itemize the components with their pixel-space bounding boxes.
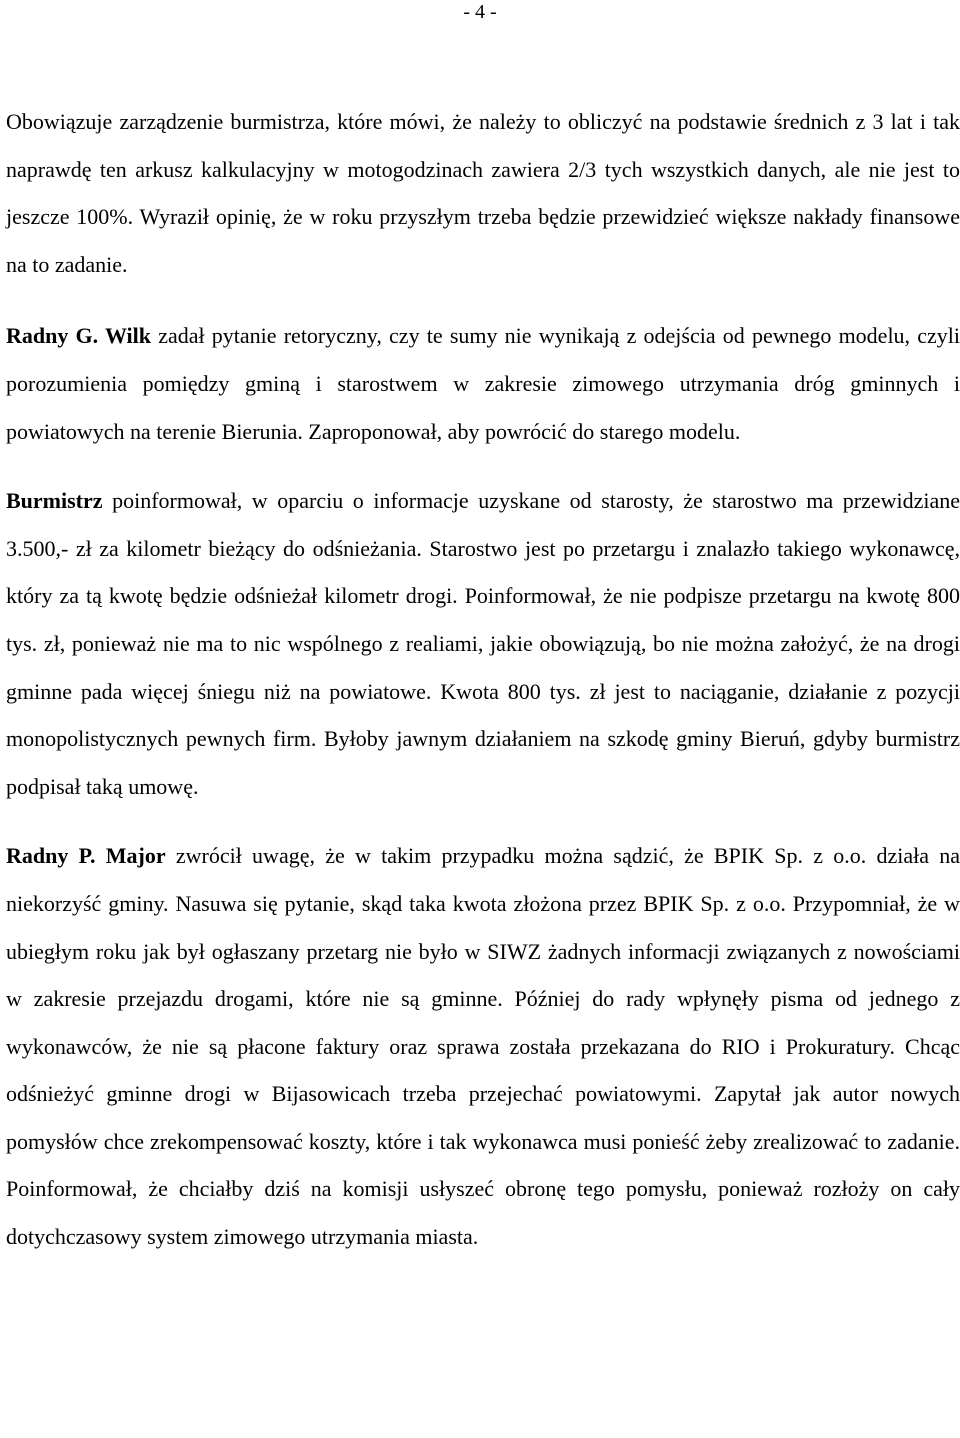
- paragraph-text: zwrócił uwagę, że w takim przypadku można sądzić, że BPIK Sp. z o.o. działa na niekorzyść gminy. Nasuwa się pytanie, skąd taka kwota złożona przez BPIK Sp. z o.o. Przypomniał, że w ubiegłym roku jak był ogłaszany przetarg nie było w SIWZ żadnych informacji związanych z nowościami w zakresie przejazdu drogami, które nie są gminne. Później do rady wpłynęły pisma od jednego z wykonawców, że nie są płacone faktury oraz sprawa została przekazana do RIO i Prokuratury. Chcąc odśnieżyć gminne drogi w Bijasowicach trzeba przejechać powiatowymi. Zapytał jak autor nowych pomysłów chce zrekompensować koszty, które i tak wykonawca musi ponieść żeby zrealizować to zadanie. Poinformował, że chciałby dziś na komisji usłyszeć obronę tego pomysłu, ponieważ rozłoży on cały dotychczasowy system zimowego utrzymania miasta.: [6, 843, 960, 1250]
- paragraph: [6, 98, 960, 288]
- page-number: - 4 -: [463, 1, 497, 23]
- paragraph-text: zadał pytanie retoryczny, czy te sumy nie wynikają z odejścia od pewnego modelu, czyli porozumienia pomiędzy gminą i starostwem w zakresie zimowego utrzymania dróg gminnych i powiatowych na terenie Bierunia. Zaproponował, aby powrócić do starego modelu.: [6, 323, 960, 444]
- paragraph: [6, 832, 960, 1260]
- speaker-name: Radny G. Wilk: [6, 323, 152, 349]
- paragraph: [6, 477, 960, 810]
- speaker-name: Radny P. Major: [6, 843, 166, 869]
- paragraph-text: Obowiązuje zarządzenie burmistrza, które mówi, że należy to obliczyć na podstawie średnich z 3 lat i tak naprawdę ten arkusz kalkulacyjny w motogodzinach zawiera 2/3 tych wszystkich danych, ale nie jest to jeszcze 100%. Wyraził opinię, że w roku przyszłym trzeba będzie przewidzieć większe nakłady finansowe na to zadanie.: [6, 109, 960, 277]
- paragraph: [6, 312, 960, 455]
- paragraph-text: poinformował, w oparciu o informacje uzyskane od starosty, że starostwo ma przewidziane 3.500,- zł za kilometr bieżący do odśnieżania. Starostwo jest po przetargu i znalazło takiego wykonawcę, który za tą kwotę będzie odśnieżał kilometr drogi. Poinformował, że nie podpisze przetargu na kwotę 800 tys. zł, ponieważ nie ma to nic wspólnego z realiami, jakie obowiązują, bo nie można założyć, że na drogi gminne pada więcej śniegu niż na powiatowe. Kwota 800 tys. zł jest to naciąganie, działanie z pozycji monopolistycznych pewnych firm. Byłoby jawnym działaniem na szkodę gminy Bieruń, gdyby burmistrz podpisał taką umowę.: [6, 488, 960, 799]
- document-body: [6, 98, 960, 1285]
- speaker-name: Burmistrz: [6, 488, 103, 514]
